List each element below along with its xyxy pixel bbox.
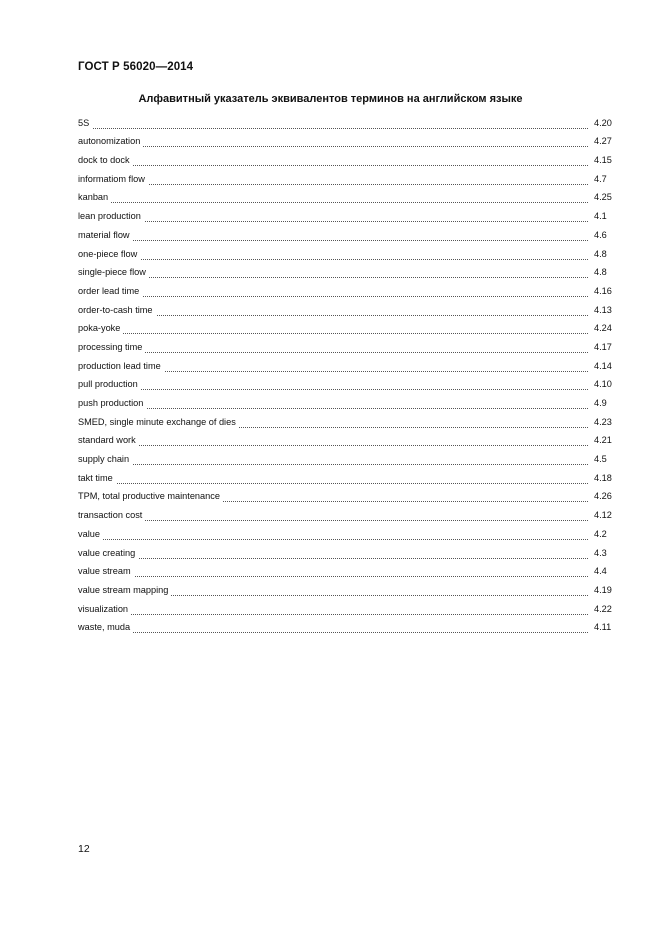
index-term: value creating [78,548,138,559]
index-entry [78,301,614,320]
index-reference: 4.8 [594,248,607,259]
index-entry [78,170,614,189]
index-reference: 4.4 [594,566,607,577]
index-term: poka-yoke [78,323,123,334]
index-term: transaction cost [78,510,145,521]
index-entry [78,619,614,638]
index-entry [78,376,614,395]
index-entry [78,394,614,413]
index-term: single-piece flow [78,267,149,278]
dot-leader [78,164,588,166]
dot-leader [78,482,588,484]
dot-leader [78,276,588,278]
index-entry [78,114,614,133]
index-reference: 4.20 [594,117,612,128]
index-term: processing time [78,342,145,353]
index-reference: 4.14 [594,360,612,371]
index-entry [78,282,614,301]
index-term: supply chain [78,454,132,465]
index-term: value stream mapping [78,585,171,596]
dot-leader [78,519,588,521]
index-reference: 4.2 [594,528,607,539]
dot-leader [78,463,588,465]
dot-leader [78,258,588,260]
index-term: one-piece flow [78,249,140,260]
index-reference: 4.13 [594,304,612,315]
index-entry [78,264,614,283]
dot-leader [78,145,588,147]
index-entry [78,245,614,264]
index-reference: 4.10 [594,379,612,390]
dot-leader [78,388,588,390]
index-entry [78,469,614,488]
index-term: SMED, single minute exchange of dies [78,417,239,428]
index-reference: 4.23 [594,416,612,427]
index-entry [78,544,614,563]
index-entry [78,413,614,432]
index-term: value stream [78,566,134,577]
dot-leader [78,407,588,409]
index-term: kanban [78,192,111,203]
index-reference: 4.6 [594,229,607,240]
index-term: standard work [78,435,139,446]
index-term: TPM, total productive maintenance [78,491,223,502]
index-reference: 4.17 [594,341,612,352]
index-term: material flow [78,230,133,241]
index-entry [78,432,614,451]
index-term: value [78,529,103,540]
index-entry [78,581,614,600]
index-reference: 4.11 [594,622,612,633]
index-reference: 4.16 [594,285,612,296]
index-reference: 4.15 [594,155,612,166]
dot-leader [78,295,588,297]
index-term: production lead time [78,361,164,372]
index-entry [78,525,614,544]
dot-leader [78,332,588,334]
dot-leader [78,239,588,241]
index-entry [78,226,614,245]
index-entry [78,450,614,469]
index-reference: 4.8 [594,267,607,278]
dot-leader [78,557,588,559]
index-reference: 4.18 [594,472,612,483]
index-reference: 4.26 [594,491,612,502]
index-entry [78,488,614,507]
index-term: autonomization [78,136,143,147]
index-term: order lead time [78,286,142,297]
index-entry [78,189,614,208]
dot-leader [78,444,588,446]
index-reference: 4.21 [594,435,612,446]
term-index-list [78,114,614,637]
index-title: Алфавитный указатель эквивалентов терминов на английском языке [138,93,523,105]
index-reference: 4.24 [594,323,612,334]
index-reference: 4.19 [594,584,612,595]
index-reference: 4.9 [594,398,607,408]
index-entry [78,133,614,152]
index-entry [78,357,614,376]
index-reference: 4.22 [594,603,612,614]
index-term: dock to dock [78,155,133,166]
index-term: order-to-cash time [78,305,156,316]
page-number: 12 [78,843,90,855]
index-entry [78,207,614,226]
index-entry [78,600,614,619]
dot-leader [78,127,588,129]
dot-leader [78,183,588,185]
index-term: visualization [78,604,131,615]
index-entry [78,338,614,357]
index-reference: 4.27 [594,136,612,147]
index-reference: 4.25 [594,192,612,203]
index-term: waste, muda [78,622,133,633]
index-reference: 4.5 [594,454,607,465]
index-reference: 4.3 [594,547,607,558]
index-entry [78,320,614,339]
index-term: push production [78,398,146,409]
dot-leader [78,201,588,203]
dot-leader [78,351,588,353]
index-reference: 4.7 [594,173,607,184]
index-term: pull production [78,379,141,390]
index-entry [78,563,614,582]
index-term: 5S [78,118,92,129]
index-reference: 4.1 [594,211,607,222]
dot-leader [78,575,588,577]
index-reference: 4.12 [594,510,612,521]
dot-leader [78,538,588,540]
dot-leader [78,220,588,222]
dot-leader [78,613,588,615]
index-term: takt time [78,473,116,484]
dot-leader [78,631,588,633]
document-code: ГОСТ Р 56020—2014 [78,61,194,73]
index-term: informatiom flow [78,174,148,185]
index-entry [78,506,614,525]
index-term: lean production [78,211,144,222]
index-entry [78,151,614,170]
